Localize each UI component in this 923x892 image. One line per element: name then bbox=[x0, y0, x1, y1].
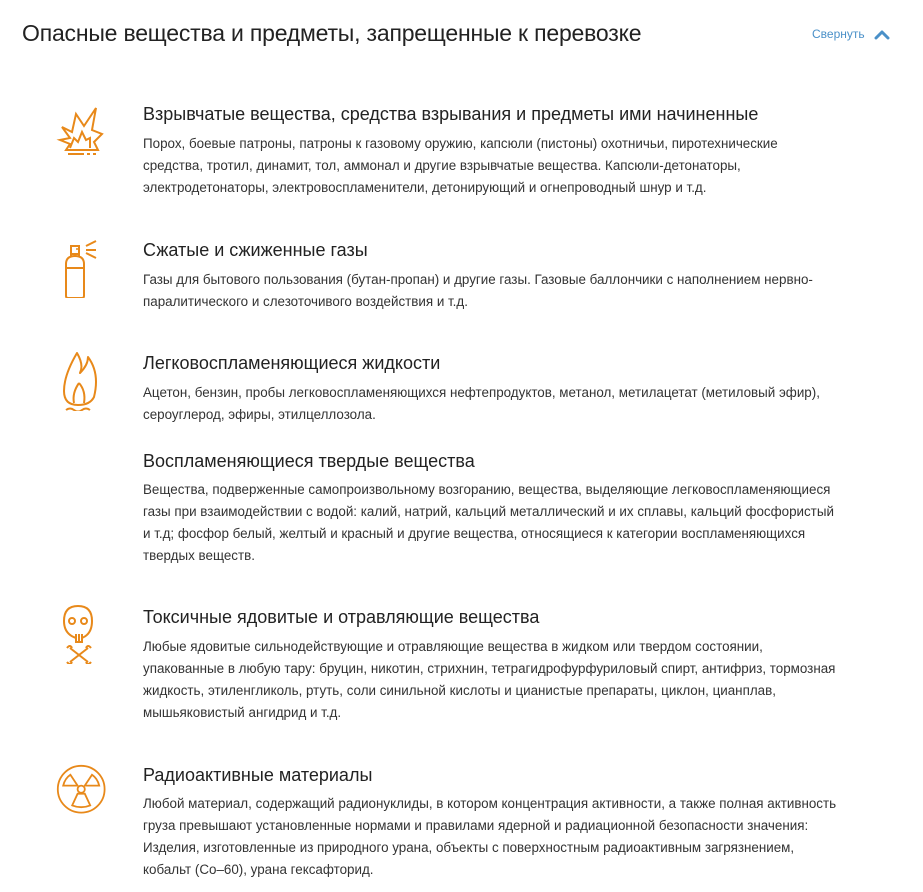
section-header bbox=[0, 0, 923, 70]
item-title: Воспламеняющиеся твердые вещества bbox=[143, 451, 475, 471]
description-line: газы при взаимодействии с водой: калий, натрий, кальций металлический и их сплавы, кальций фосфористый bbox=[143, 504, 834, 519]
description-line: Вещества, подверженные самопроизвольному возгоранию, вещества, выделяющие легковоспламеняющиеся bbox=[143, 482, 831, 497]
description-line: сероуглерод, эфиры, этилцеллозола. bbox=[143, 407, 376, 422]
item-title: Радиоактивные материалы bbox=[143, 765, 373, 785]
skull-crossbones-icon bbox=[62, 604, 112, 664]
explosion-icon bbox=[56, 102, 106, 162]
description-line: средства, тротил, динамит, тол, аммонал и другие взрывчатые вещества. Капсюли-детонаторы, bbox=[143, 158, 741, 173]
item-title: Сжатые и сжиженные газы bbox=[143, 240, 368, 260]
item-title: Токсичные ядовитые и отравляющие вещества bbox=[143, 607, 540, 627]
description-line: и т.д; фосфор белый, желтый и красный и другие вещества, относящиеся к категории воспламеняющихся bbox=[143, 526, 806, 541]
item-description bbox=[143, 479, 873, 567]
description-line: Изделия, изготовленные из природного урана, объекты с поверхностным радиоактивным загрязнением, bbox=[143, 840, 795, 855]
chevron-up-icon bbox=[874, 29, 890, 40]
description-line: упакованные в любую тару: бруцин, никотин, стрихнин, тетрагидрофурфуриловый спирт, антифриз, тормозная bbox=[143, 661, 836, 676]
item-description bbox=[143, 636, 873, 724]
description-line: Любые ядовитые сильнодействующие и отравляющие вещества в жидком или твердом состоянии, bbox=[143, 639, 763, 654]
description-line: мышьяковистый ангидрид и т.д. bbox=[143, 705, 342, 720]
description-line: паралитического и слезоточивого воздействия и т.д. bbox=[143, 294, 468, 309]
description-line: кобальт (Co–60), урана гексафторид. bbox=[143, 862, 374, 877]
item-title: Взрывчатые вещества, средства взрывания и предметы ими начиненные bbox=[143, 104, 759, 124]
description-line: твердых веществ. bbox=[143, 548, 255, 563]
item-description bbox=[143, 382, 873, 426]
description-line: Порох, боевые патроны, патроны к газовому оружию, капсюли (пистоны) охотничьи, пиротехнические bbox=[143, 136, 778, 151]
item-description bbox=[143, 793, 873, 881]
description-line: груза превышают установленные нормами и правилами ядерной и радиационной безопасности значения: bbox=[143, 818, 809, 833]
flame-icon bbox=[62, 351, 112, 411]
description-line: электродетонаторы, электровоспламенители, детонирующий и огнепроводный шнур и т.д. bbox=[143, 180, 707, 195]
description-line: жидкость, этиленгликоль, ртуть, соли синильной кислоты и цианистые препараты, циклон, цианплав, bbox=[143, 683, 776, 698]
item-description bbox=[143, 133, 873, 199]
description-line: Ацетон, бензин, пробы легковоспламеняющихся нефтепродуктов, метанол, метилацетат (метиловый эфир), bbox=[143, 385, 820, 400]
collapse-button[interactable] bbox=[812, 27, 890, 41]
collapse-label: Свернуть bbox=[812, 27, 865, 41]
description-line: Любой материал, содержащий радионуклиды, в котором концентрация активности, а также полная активность bbox=[143, 796, 837, 811]
item-title: Легковоспламеняющиеся жидкости bbox=[143, 353, 441, 373]
page-title: Опасные вещества и предметы, запрещенные к перевозке bbox=[22, 20, 642, 46]
item-description bbox=[143, 269, 873, 313]
spray-can-icon bbox=[62, 238, 112, 298]
description-line: Газы для бытового пользования (бутан-пропан) и другие газы. Газовые баллончики с наполнением нервно- bbox=[143, 272, 813, 287]
radiation-icon bbox=[56, 764, 110, 818]
